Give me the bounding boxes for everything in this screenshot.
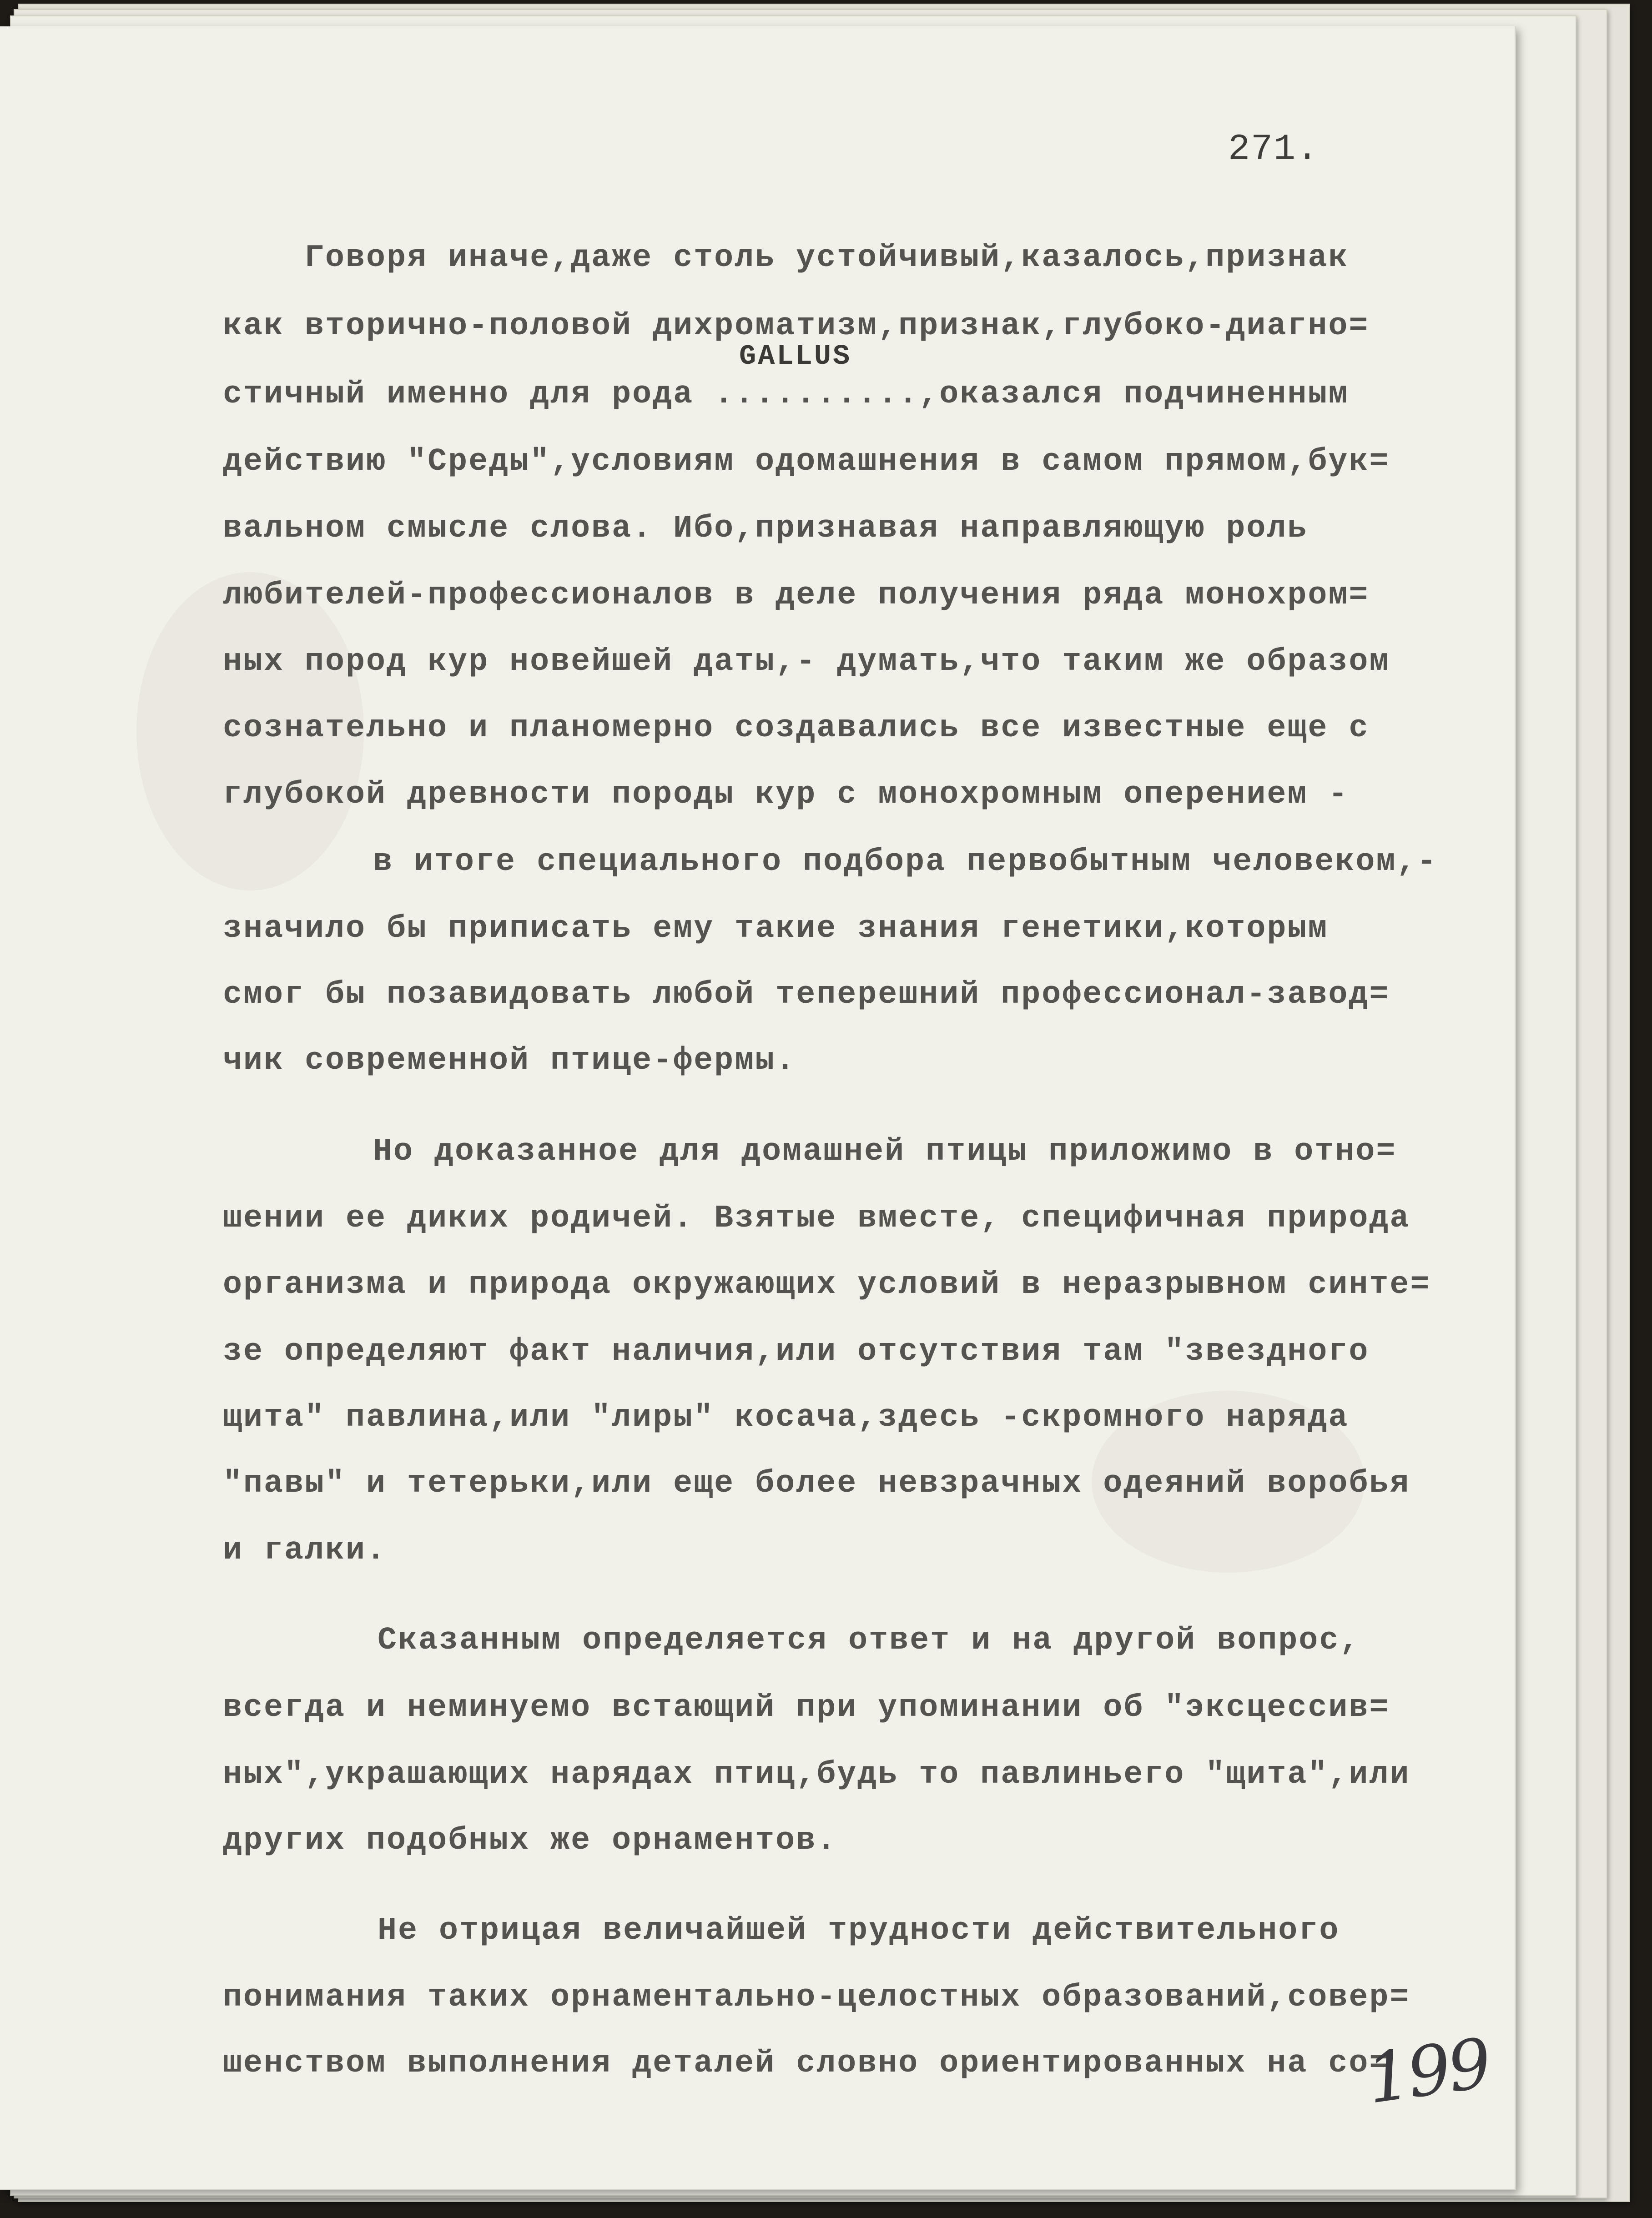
text-line: всегда и неминуемо встающий при упоминании об "эксцессив=	[223, 1690, 1390, 1726]
text-line: чик современной птице-фермы.	[223, 1043, 796, 1079]
text-line: Сказанным определяется ответ и на другой вопрос,	[378, 1623, 1360, 1659]
text-line: в итоге специального подбора первобытным человеком,-	[373, 844, 1438, 880]
text-line: Не отрицая величайшей трудности действительного	[378, 1913, 1340, 1949]
text-line: шении ее диких родичей. Взятые вместе, специфичная природа	[223, 1201, 1410, 1237]
text-line: глубокой древности породы кур с монохромным оперением -	[223, 777, 1349, 813]
text-line: щита" павлина,или "лиры" косача,здесь -скромного наряда	[223, 1400, 1349, 1436]
handwritten-folio-number: 199	[1362, 2024, 1494, 2119]
text-line: шенством выполнения деталей словно ориентированных на со=	[223, 2046, 1390, 2082]
text-line: любителей-профессионалов в деле получения ряда монохром=	[223, 578, 1370, 614]
page-number: 271.	[1228, 129, 1320, 170]
text-line: понимания таких орнаментально-целостных образований,совер=	[223, 1980, 1410, 2016]
text-line: других подобных же орнаментов.	[223, 1823, 837, 1859]
text-line: стичный именно для рода ..........,оказался подчиненным	[223, 377, 1349, 412]
text-line: действию "Среды",условиям одомашнения в самом прямом,бук=	[223, 444, 1390, 480]
text-line: значило бы приписать ему такие знания генетики,которым	[223, 911, 1329, 947]
text-line: сознательно и планомерно создавались все известные еще с	[223, 710, 1370, 746]
interlinear-insert: GALLUS	[739, 340, 852, 372]
text-line: ных",украшающих нарядах птиц,будь то павлиньего "щита",или	[223, 1757, 1410, 1793]
text-line: зе определяют факт наличия,или отсутствия там "звездного	[223, 1334, 1370, 1370]
text-line: смог бы позавидовать любой теперешний профессионал-завод=	[223, 977, 1390, 1013]
text-line: ных пород кур новейшей даты,- думать,что таким же образом	[223, 644, 1390, 680]
text-line: Но доказанное для домашней птицы приложимо в отно=	[373, 1134, 1397, 1170]
text-line: Говоря иначе,даже столь устойчивый,казалось,признак	[305, 240, 1349, 276]
text-line: и галки.	[223, 1533, 387, 1569]
text-line: организма и природа окружающих условий в неразрывном синте=	[223, 1267, 1431, 1303]
text-line: вальном смысле слова. Ибо,признавая направляющую роль	[223, 511, 1308, 547]
text-line: как вторично-половой дихроматизм,признак,глубоко-диагно=	[223, 308, 1370, 344]
text-line: "павы" и тетерьки,или еще более невзрачных одеяний воробья	[223, 1466, 1410, 1502]
typewritten-page	[0, 26, 1516, 2190]
